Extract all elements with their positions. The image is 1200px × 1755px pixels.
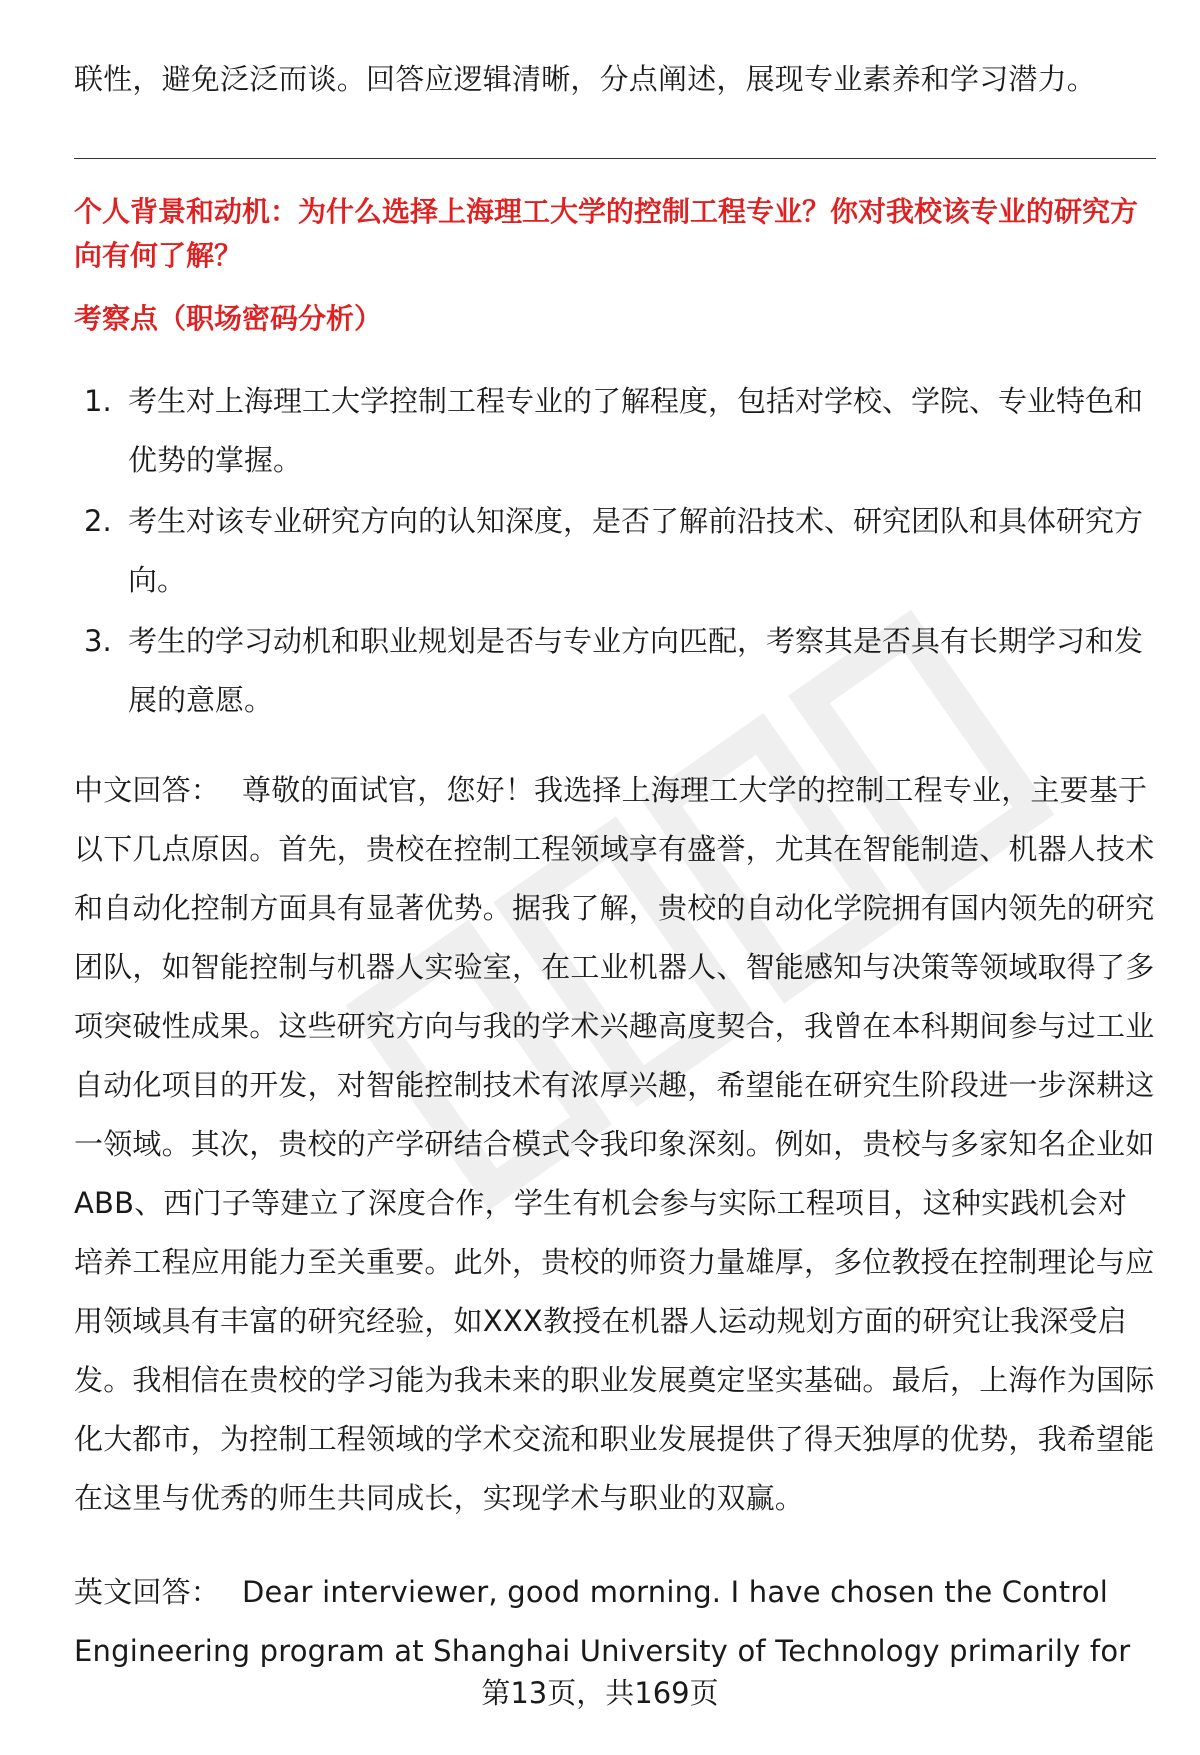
section-divider [74, 158, 1156, 159]
page-footer: 第13页，共169页 [481, 1676, 719, 1710]
list-item [74, 612, 1156, 730]
question-heading: 个人背景和动机：为什么选择上海理工大学的控制工程专业？你对我校该专业的研究方向有何了解？ [74, 195, 1139, 272]
english-answer-label: 英文回答： [74, 1575, 221, 1609]
list-item-number: 3. [84, 624, 112, 658]
assessment-points-list [74, 372, 1156, 732]
points-heading: 考察点（职场密码分析） [74, 302, 383, 335]
chinese-answer-text: 尊敬的面试官，您好！我选择上海理工大学的控制工程专业，主要基于以下几点原因。首先，贵校在控制工程领域享有盛誉，尤其在智能制造、机器人技术和自动化控制方面具有显著优势。据我了解，贵校的自动化学院拥有国内领先的研究团队，如智能控制与机器人实验室，在工业机器人、智能感知与决策等领域取得了多项突破性成果。这些研究方向与我的学术兴趣高度契合，我曾在本科期间参与过工业自动化项目的开发，对智能控制技术有浓厚兴趣，希望能在研究生阶段进一步深耕这一领域。其次，贵校的产学研结合模式令我印象深刻。例如，贵校与多家知名企业如ABB、西门子等建立了深度合作，学生有机会参与实际工程项目，这种实践机会对培养工程应用能力至关重要。此外，贵校的师资力量雄厚，多位教授在控制理论与应用领域具有丰富的研究经验，如XXX教授在机器人运动规划方面的研究让我深受启发。我相信在贵校的学习能为我未来的职业发展奠定坚实基础。最后，上海作为国际化大都市，为控制工程领域的学术交流和职业发展提供了得天独厚的优势，我希望能在这里与优秀的师生共同成长，实现学术与职业的双赢。 [74, 773, 1155, 1515]
intro-paragraph: 联性，避免泛泛而谈。回答应逻辑清晰，分点阐述，展现专业素养和学习潜力。 [74, 62, 1097, 96]
list-item-text: 考生的学习动机和职业规划是否与专业方向匹配，考察其是否具有长期学习和发展的意愿。 [128, 624, 1144, 717]
english-answer-paragraph [74, 1563, 1156, 1681]
chinese-answer-paragraph [74, 761, 1156, 1528]
list-item-text: 考生对该专业研究方向的认知深度，是否了解前沿技术、研究团队和具体研究方向。 [128, 504, 1144, 597]
list-item [74, 492, 1156, 610]
list-item [74, 372, 1156, 490]
list-item-number: 1. [84, 384, 112, 418]
list-item-number: 2. [84, 504, 112, 538]
english-answer-text: Dear interviewer, good morning. I have chosen the Control Engineering program at Shanghai University of Technology primarily for [74, 1575, 1131, 1668]
list-item-text: 考生对上海理工大学控制工程专业的了解程度，包括对学校、学院、专业特色和优势的掌握。 [128, 384, 1144, 477]
chinese-answer-label: 中文回答： [74, 773, 221, 807]
